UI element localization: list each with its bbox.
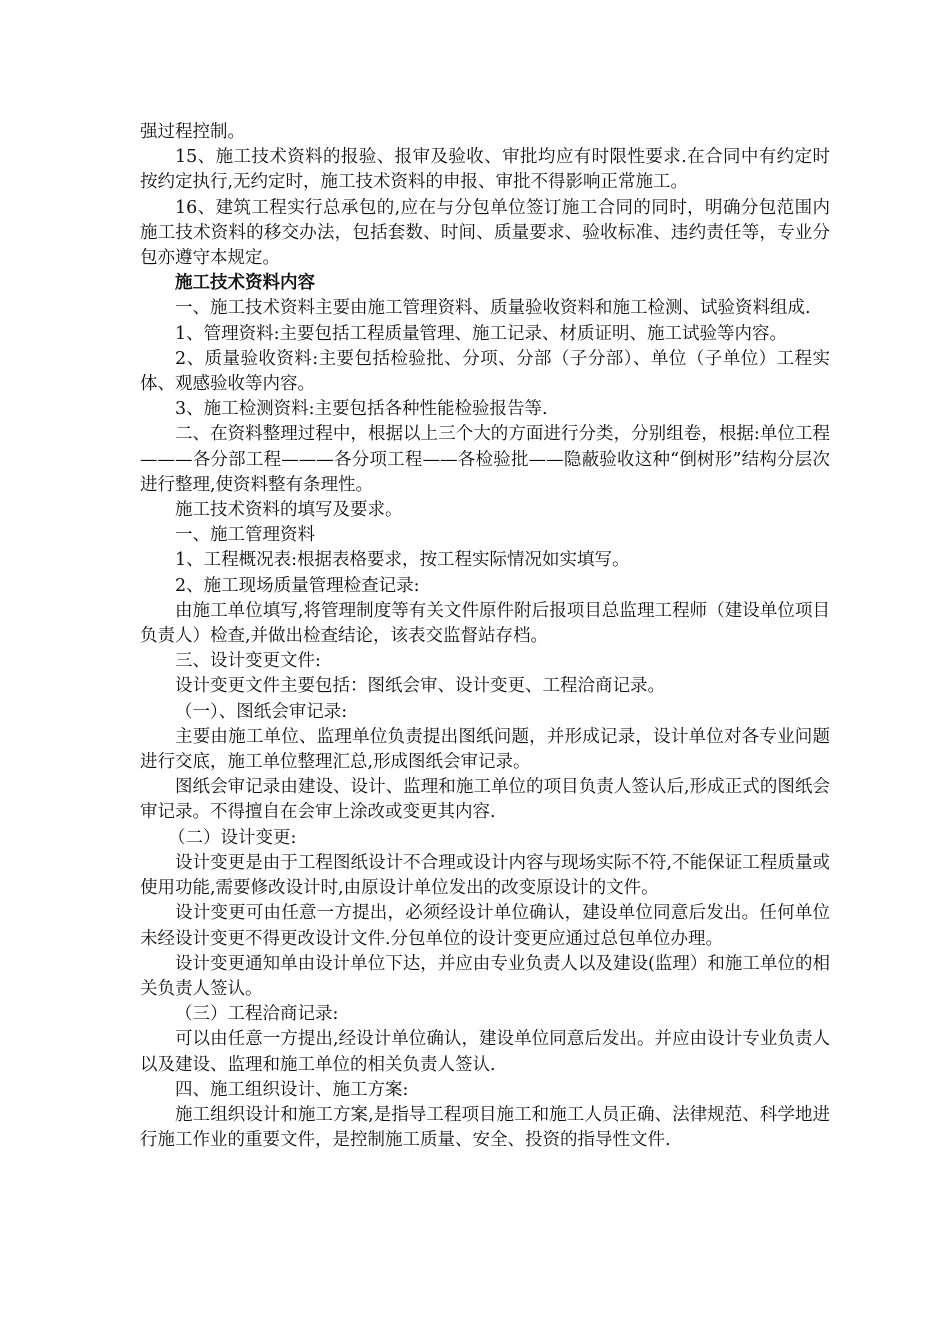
- subsection-heading: 三、设计变更文件:: [175, 651, 321, 672]
- paragraph: 2、质量验收资料:主要包括检验批、分项、分部（子分部）、单位（子单位）工程实体、观感验收等内容。: [140, 348, 830, 395]
- paragraph: 一、施工技术资料主要由施工管理资料、质量验收资料和施工检测、试验资料组成.: [175, 298, 811, 319]
- subsection-heading: 四、施工组织设计、施工方案:: [175, 1079, 409, 1100]
- paragraph: 设计变更文件主要包括：图纸会审、设计变更、工程洽商记录。: [175, 676, 665, 697]
- subsection-heading: 施工技术资料的填写及要求。: [175, 500, 403, 521]
- subsection-heading: （三）工程洽商记录:: [175, 1004, 339, 1025]
- section-heading: 施工技术资料内容: [175, 273, 315, 294]
- paragraph: 强过程控制。: [140, 122, 245, 142]
- paragraph: 施工组织设计和施工方案,是指导工程项目施工和施工人员正确、法律规范、科学地进行施工作业的重要文件，是控制施工质量、安全、投资的指导性文件.: [140, 1104, 830, 1151]
- document-body: [140, 120, 830, 1153]
- paragraph: 主要由施工单位、监理单位负责提出图纸问题，并形成记录，设计单位对各专业问题进行交底，施工单位整理汇总,形成图纸会审记录。: [140, 726, 830, 773]
- subsection-heading: 一、施工管理资料: [175, 525, 315, 546]
- paragraph: 由施工单位填写,将管理制度等有关文件原件附后报项目总监理工程师（建设单位项目负责人）检查,并做出检查结论，该表交监督站存档。: [140, 600, 830, 647]
- paragraph: 二、在资料整理过程中，根据以上三个大的方面进行分类，分别组卷，根据:单位工程———各分部工程———各分项工程——各检验批——隐蔽验收这种“倒树形”结构分层次进行整理,使资料整有条理性。: [140, 424, 830, 495]
- paragraph: 3、施工检测资料:主要包括各种性能检验报告等.: [175, 399, 548, 420]
- paragraph: 可以由任意一方提出,经设计单位确认，建设单位同意后发出。并应由设计专业负责人以及建设、监理和施工单位的相关负责人签认.: [140, 1029, 830, 1075]
- paragraph: 设计变更通知单由设计单位下达，并应由专业负责人以及建设(监理）和施工单位的相关负责人签认。: [140, 953, 830, 999]
- paragraph: 1、管理资料:主要包括工程质量管理、施工记录、材质证明、施工试验等内容。: [175, 323, 788, 344]
- paragraph: 设计变更可由任意一方提出，必须经设计单位确认，建设单位同意后发出。任何单位未经设计变更不得更改设计文件.分包单位的设计变更应通过总包单位办理。: [140, 903, 830, 949]
- paragraph-item-15: 15、施工技术资料的报验、报审及验收、审批均应有时限性要求.在合同中有约定时按约定执行,无约定时，施工技术资料的申报、审批不得影响正常施工。: [140, 147, 830, 193]
- paragraph: 设计变更是由于工程图纸设计不合理或设计内容与现场实际不符,不能保证工程质量或使用功能,需要修改设计时,由原设计单位发出的改变原设计的文件。: [140, 852, 830, 899]
- subsection-heading: （二）设计变更:: [168, 827, 297, 848]
- paragraph: 图纸会审记录由建设、设计、监理和施工单位的项目负责人签认后,形成正式的图纸会审记录。不得擅自在会审上涂改或变更其内容.: [140, 777, 830, 823]
- paragraph: 2、施工现场质量管理检查记录:: [175, 575, 420, 596]
- subsection-heading: （一）、图纸会审记录:: [175, 701, 348, 722]
- paragraph: 1、工程概况表:根据表格要求，按工程实际情况如实填写。: [175, 550, 630, 571]
- paragraph-item-16: 16、建筑工程实行总承包的,应在与分包单位签订施工合同的同时，明确分包范围内施工技术资料的移交办法，包括套数、时间、质量要求、验收标准、违约责任等，专业分包亦遵守本规定。: [140, 197, 830, 269]
